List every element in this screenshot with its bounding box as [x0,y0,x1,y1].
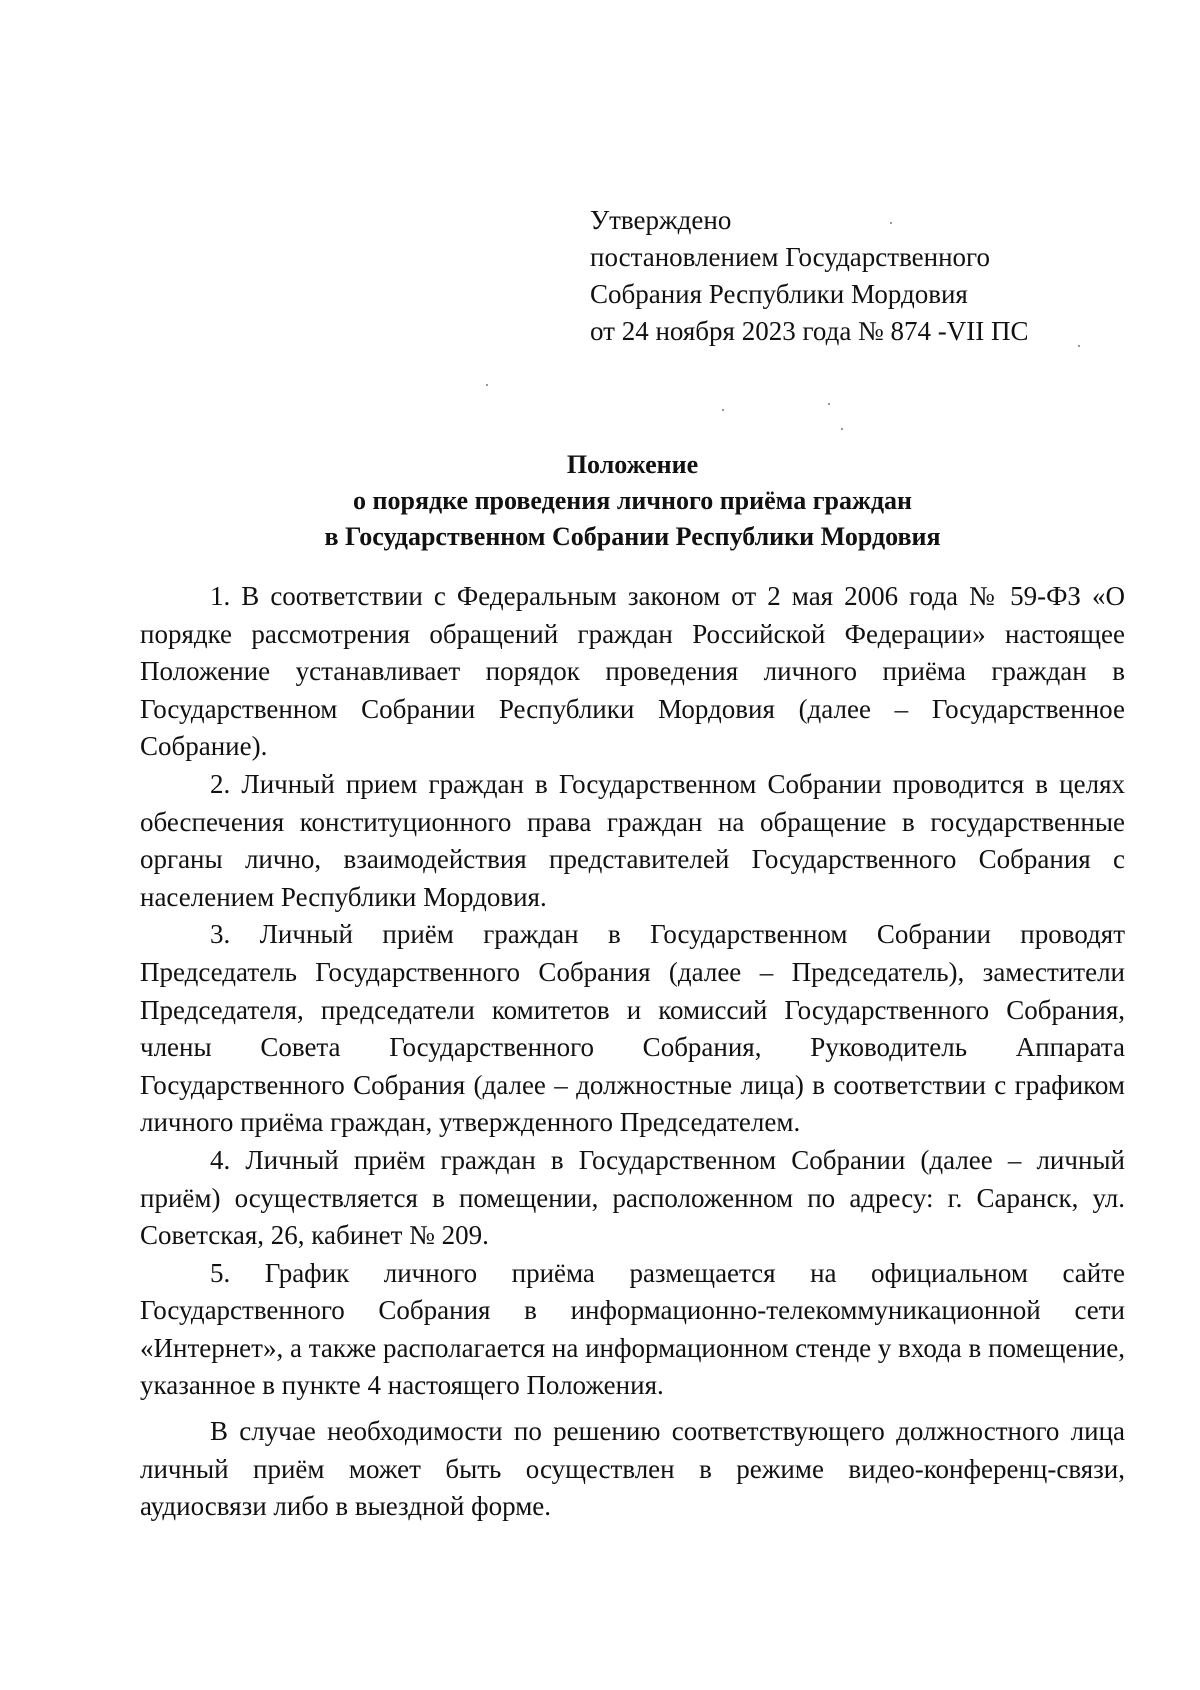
document-title [140,447,1125,555]
approval-line-approved: Утверждено [590,205,732,235]
scan-speck [486,384,488,386]
paragraph-5: 5. График личного приёма размещается на официальном сайте Государственного Собрания в информационно-телекоммуникационной сети «Интернет», а также располагается на информационном стенде у входа в помещение, указанное в пункте 4 настоящего Положения. [140,1257,1125,1401]
paragraph-4: 4. Личный приём граждан в Государственном Собрании (далее – личный приём) осуществляется в помещении, расположенном по адресу: г. Саранск, ул. Советская, 26, кабинет № 209. [140,1144,1125,1251]
scan-speck [722,409,724,411]
approval-line-assembly: Собрания Республики Мордовия [590,279,968,309]
title-line-subject: о порядке проведения личного приёма граждан [353,486,912,515]
paragraph-2: 2. Личный прием граждан в Государственном Собрании проводится в целях обеспечения конституционного права граждан на обращение в государственные органы лично, взаимодействия представителей Государственного Собрания с населением Республики Мордовия. [140,768,1125,912]
scan-speck [1078,345,1080,347]
paragraph-6: В случае необходимости по решению соответствующего должностного лица личный приём может быть осуществлен в режиме видео-конференц-связи, аудиосвязи либо в выездной форме. [140,1416,1125,1522]
scan-speck [890,222,892,224]
approval-line-date-number: от 24 ноября 2023 года № 874 -VII ПС [590,316,1029,346]
scan-speck [841,428,843,430]
approval-stamp [590,202,1110,350]
paragraph-3: 3. Личный приём граждан в Государственном Собрании проводят Председатель Государственного Собрания (далее – Председатель), заместители Председателя, председатели комитетов и комиссий Государственного Собрания, члены Совета Государственного Собрания, Руководитель Аппарата Государственного Собрания (далее – должностные лица) в соответствии с графиком личного приёма граждан, утвержденного Председателем. [140,919,1125,1138]
scan-speck [828,403,830,405]
title-line-regulation: Положение [566,450,699,479]
approval-line-resolution: постановлением Государственного [590,242,990,272]
title-line-institution: в Государственном Собрании Республики Мордовия [324,522,941,551]
paragraph-1: 1. В соответствии с Федеральным законом от 2 мая 2006 года № 59-ФЗ «О порядке рассмотрения обращений граждан Российской Федерации» настоящее Положение устанавливает порядок проведения личного приёма граждан в Государственном Собрании Республики Мордовия (далее – Государственное Собрание). [140,581,1125,762]
document-body [140,578,1125,1526]
